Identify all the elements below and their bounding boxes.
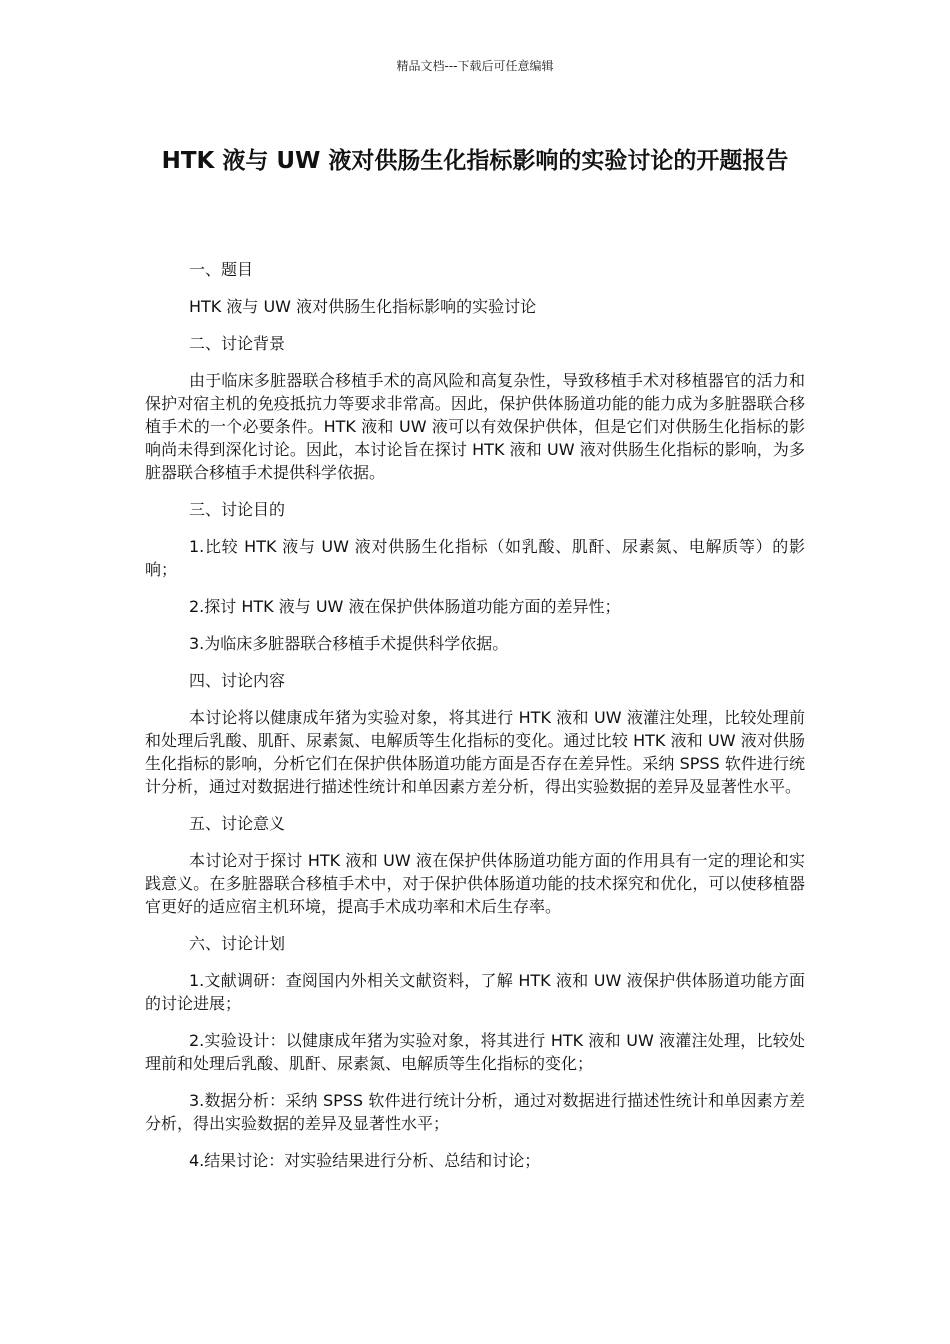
- paragraph-content: 本讨论将以健康成年猪为实验对象，将其进行 HTK 液和 UW 液灌注处理，比较处理前和处理后乳酸、肌酐、尿素氮、电解质等生化指标的变化。通过比较 HTK 液和 UW 液对供肠生化指标的影响，分析它们在保护供体肠道功能方面是否存在差异性。采纳 SPSS 软件进行统计分析，通过对数据进行描述性统计和单因素方差分析，得出实验数据的差异及显著性水平。: [145, 708, 805, 796]
- purpose-item-1: 1.比较 HTK 液与 UW 液对供肠生化指标（如乳酸、肌酐、尿素氮、电解质等）的影响；: [145, 537, 805, 579]
- document-body: [145, 258, 805, 1186]
- document-title: HTK 液与 UW 液对供肠生化指标影响的实验讨论的开题报告: [161, 148, 789, 174]
- paragraph-topic: HTK 液与 UW 液对供肠生化指标影响的实验讨论: [189, 297, 537, 316]
- section-heading-purpose: 三、讨论目的: [189, 500, 286, 519]
- paragraph-significance: 本讨论对于探讨 HTK 液和 UW 液在保护供体肠道功能方面的作用具有一定的理论和实践意义。在多脏器联合移植手术中，对于保护供体肠道功能的技术探究和优化，可以使移植器官更好的适应宿主机环境，提高手术成功率和术后生存率。: [145, 851, 805, 916]
- purpose-item-2: 2.探讨 HTK 液与 UW 液在保护供体肠道功能方面的差异性；: [189, 597, 621, 616]
- plan-item-4: 4.结果讨论：对实验结果进行分析、总结和讨论；: [189, 1151, 541, 1170]
- plan-item-1: 1.文献调研：查阅国内外相关文献资料，了解 HTK 液和 UW 液保护供体肠道功能方面的讨论进展；: [145, 971, 805, 1013]
- section-heading-content: 四、讨论内容: [189, 671, 286, 690]
- paragraph-background: 由于临床多脏器联合移植手术的高风险和高复杂性，导致移植手术对移植器官的活力和保护对宿主机的免疫抵抗力等要求非常高。因此，保护供体肠道功能的能力成为多脏器联合移植手术的一个必要条件。HTK 液和 UW 液可以有效保护供体，但是它们对供肠生化指标的影响尚未得到深化讨论。因此，本讨论旨在探讨 HTK 液和 UW 液对供肠生化指标的影响，为多脏器联合移植手术提供科学依据。: [145, 371, 805, 482]
- section-heading-plan: 六、讨论计划: [189, 934, 286, 953]
- section-heading-background: 二、讨论背景: [189, 334, 286, 353]
- purpose-item-3: 3.为临床多脏器联合移植手术提供科学依据。: [189, 634, 509, 653]
- plan-item-2: 2.实验设计：以健康成年猪为实验对象，将其进行 HTK 液和 UW 液灌注处理，比较处理前和处理后乳酸、肌酐、尿素氮、电解质等生化指标的变化；: [145, 1031, 805, 1073]
- section-heading-significance: 五、讨论意义: [189, 814, 286, 833]
- plan-item-3: 3.数据分析：采纳 SPSS 软件进行统计分析，通过对数据进行描述性统计和单因素方差分析，得出实验数据的差异及显著性水平；: [145, 1091, 805, 1133]
- section-heading-topic: 一、题目: [189, 260, 254, 279]
- header-note: 精品文档---下载后可任意编辑: [396, 59, 554, 73]
